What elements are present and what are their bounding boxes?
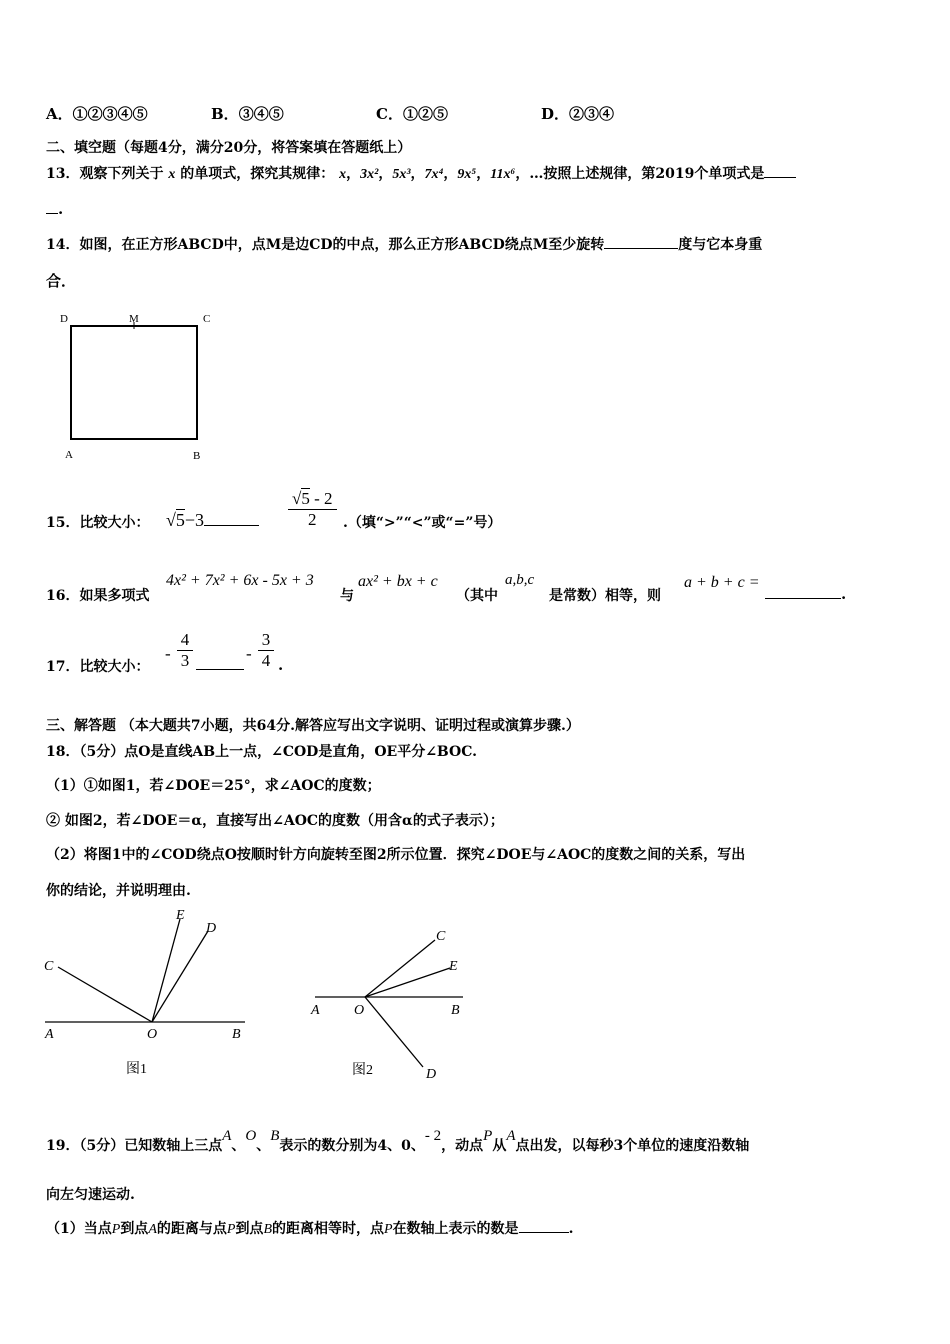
fig2-label-a: A [311, 1003, 320, 1018]
q12-option-c: C．①②⑤ [376, 105, 448, 123]
q12-option-a: A．①②③④⑤ [46, 105, 148, 123]
square-abcd [71, 326, 197, 439]
fig1-label-a: A [45, 1027, 54, 1042]
q19-line2: 向左匀速运动. [46, 1187, 135, 1203]
q18-part2: （2）将图1中的∠COD绕点O按顺时针方向旋转至图2所示位置．探究∠DOE与∠AOC的度数之间的关系，写出 [46, 847, 746, 863]
q15-fraction: √5 - 2 2 [288, 489, 337, 530]
q15-suffix: .（填“>”“<”或“=”号） [343, 515, 502, 531]
fig1-label-d: D [206, 921, 217, 936]
fig2-ray-oc [365, 940, 435, 997]
q18-part1b: ② 如图2，若∠DOE＝α，直接写出∠AOC的度数（用含α的式子表示）； [46, 813, 504, 829]
fig2-caption: 图2 [352, 1063, 373, 1078]
label-c: C [203, 313, 211, 325]
label-m: M [129, 313, 139, 325]
q16-consts: a,b,c [505, 572, 535, 588]
fig2-label-c: C [436, 929, 446, 944]
section3-heading: 三、解答题 （本大题共7小题，共64分.解答应写出文字说明、证明过程或演算步骤.） [46, 718, 580, 734]
q17-blank-wrap [196, 656, 244, 674]
fig2-label-b: B [451, 1003, 460, 1018]
q12-option-d: D．②③④ [541, 105, 615, 123]
fig1-label-o: O [147, 1027, 158, 1042]
q12-option-b: B．③④⑤ [211, 105, 284, 123]
q14-line2: 合． [46, 272, 77, 290]
q18-figure-2 [305, 920, 480, 1085]
fig1-label-b: B [232, 1027, 241, 1042]
q19-line1: 19．（5分）已知数轴上三点A、O、B表示的数分别为4、0、- 2，动点P从A点出发，以每秒3个单位的速度沿数轴 [46, 1128, 750, 1154]
q17-prefix: 17．比较大小： [46, 659, 150, 675]
q13-line2: . [46, 200, 63, 218]
q16-paren1: （其中 [456, 588, 498, 604]
q16-paren2: 是常数）相等，则 [549, 588, 661, 604]
q17-answer-blank[interactable] [196, 657, 244, 670]
q19-answer-blank[interactable] [519, 1220, 569, 1233]
fig1-ray-od [152, 931, 208, 1022]
q15-left-expr: √5−3 [166, 510, 259, 531]
q18-part2b: 你的结论，并说明理由. [46, 883, 191, 899]
q19-sub1: （1）当点P到点A的距离与点P到点B的距离相等时，点P在数轴上表示的数是 . [46, 1221, 574, 1237]
fig2-ray-oe [365, 968, 450, 997]
q13-line1: 13．观察下列关于 x 的单项式，探究其规律： x，3x²，5x³，7x⁴，9x⁵，11x⁶，…按照上述规律，第2019个单项式是 [46, 163, 796, 183]
fig1-label-e: E [176, 908, 185, 923]
fig2-ray-od [365, 997, 423, 1067]
q16-prefix: 16．如果多项式 [46, 588, 150, 604]
fig2-label-d: D [426, 1067, 437, 1082]
q14-line1: 14．如图，在正方形ABCD中，点M是边CD的中点，那么正方形ABCD绕点M至少旋转 度与它本身重 [46, 237, 763, 253]
fig1-ray-oc [58, 967, 152, 1022]
label-d: D [60, 313, 68, 325]
q14-answer-blank[interactable] [604, 236, 678, 249]
section2-heading: 二、填空题（每题4分，满分20分，将答案填在答题纸上） [46, 140, 412, 156]
q16-poly2: ax² + bx + c [358, 573, 438, 590]
q15-answer-blank[interactable] [204, 511, 259, 526]
q17-end: . [278, 656, 284, 674]
q13-answer-blank[interactable] [764, 165, 796, 178]
label-a: A [65, 449, 73, 461]
fig2-label-o: O [354, 1003, 365, 1018]
q14-square-figure [55, 308, 225, 468]
q15-prefix: 15．比较大小： [46, 515, 150, 531]
q18-figure-1 [40, 905, 255, 1085]
q16-expr: a + b + c = [684, 574, 760, 591]
label-b: B [193, 450, 201, 462]
q16-poly1: 4x² + 7x² + 6x - 5x + 3 [166, 572, 314, 589]
q18-intro: 18．（5分）点O是直线AB上一点，∠COD是直角，OE平分∠BOC. [46, 744, 477, 760]
fig1-label-c: C [44, 959, 54, 974]
fig1-caption: 图1 [126, 1062, 147, 1077]
q18-part1: （1）①如图1，若∠DOE＝25°，求∠AOC的度数； [46, 778, 381, 794]
fig2-label-e: E [449, 959, 458, 974]
fig1-ray-oe [152, 919, 180, 1022]
q16-answer: . [765, 585, 846, 603]
q16-answer-blank[interactable] [765, 586, 841, 599]
q16-with: 与 [340, 588, 354, 604]
